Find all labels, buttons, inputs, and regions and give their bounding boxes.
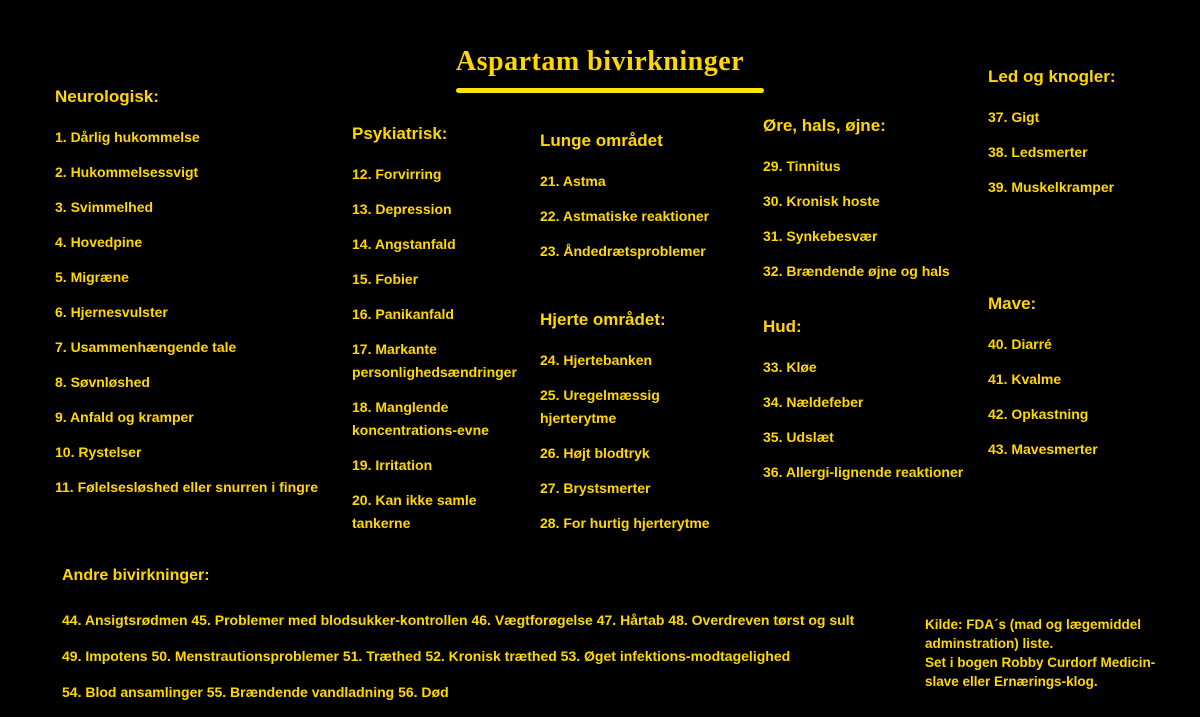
list-item: 34. Nældefeber [763,394,864,410]
page-title: Aspartam bivirkninger [455,46,745,77]
list-item: 31. Synkebesvær [763,228,878,244]
list-item: 21. Astma [540,173,606,189]
section-lunge [540,131,740,275]
list-item: 33. Kløe [763,359,817,375]
list-item: 3. Svimmelhed [55,199,154,215]
section-heading-psykiatrisk: Psykiatrisk: [352,124,448,143]
section-heading-ore-hals-ojne: Øre, hals, øjne: [763,116,886,135]
list-item: 1. Dårlig hukommelse [55,129,200,145]
list-item: 17. Markante personlighedsændringer [352,341,517,380]
section-hjerte [540,310,710,547]
list-item: 39. Muskelkramper [988,179,1115,195]
section-heading-neurologisk: Neurologisk: [55,87,159,106]
list-item: 5. Migræne [55,269,129,285]
list-item: 14. Angstanfald [352,236,456,252]
list-line: 54. Blod ansamlinger 55. Brændende vandladning 56. Død [62,684,449,700]
section-heading-lunge: Lunge området [540,131,663,150]
list-item: 16. Panikanfald [352,306,454,322]
list-item: 22. Astmatiske reaktioner [540,208,710,224]
source-line: Kilde: FDA´s (mad og lægemiddel [925,617,1142,632]
list-item: 27. Brystsmerter [540,480,651,496]
section-mave [988,294,1188,473]
list-item: 8. Søvnløshed [55,374,150,390]
list-item: 26. Højt blodtryk [540,445,650,461]
source-line: slave eller Ernærings-klog. [925,674,1098,689]
list-item: 36. Allergi-lignende reaktioner [763,464,964,480]
list-item: 11. Følelsesløshed eller snurren i fingre [55,479,318,495]
section-ore-hals-ojne [763,116,968,295]
list-item: 38. Ledsmerter [988,144,1088,160]
list-item: 35. Udslæt [763,429,834,445]
section-andre-bivirkninger [62,566,952,717]
section-heading-hjerte: Hjerte området: [540,310,666,329]
list-item: 9. Anfald og kramper [55,409,194,425]
list-item: 20. Kan ikke samle tankerne [352,492,477,531]
list-item: 40. Diarré [988,336,1052,352]
list-item: 10. Rystelser [55,444,142,460]
source-line: Set i bogen Robby Curdorf Medicin- [925,655,1156,670]
list-item: 15. Fobier [352,271,419,287]
list-item: 18. Manglende koncentrations-evne [352,399,489,438]
source-note [925,615,1193,691]
list-item: 32. Brændende øjne og hals [763,263,950,279]
section-heading-mave: Mave: [988,294,1037,313]
list-item: 37. Gigt [988,109,1040,125]
list-item: 2. Hukommelsessvigt [55,164,199,180]
list-item: 43. Mavesmerter [988,441,1098,457]
list-item: 6. Hjernesvulster [55,304,168,320]
source-line: adminstration) liste. [925,636,1054,651]
list-item: 12. Forvirring [352,166,442,182]
list-line: 44. Ansigtsrødmen 45. Problemer med blodsukker-kontrollen 46. Vægtforøgelse 47. Hårtab 48. Overdreven tørst og sult [62,612,855,628]
list-item: 25. Uregelmæssig hjerterytme [540,387,660,426]
list-item: 28. For hurtig hjerterytme [540,515,710,531]
list-item: 24. Hjertebanken [540,352,653,368]
title-underline [456,88,764,93]
section-heading-hud: Hud: [763,317,802,336]
list-item: 30. Kronisk hoste [763,193,880,209]
section-heading-led-og-knogler: Led og knogler: [988,67,1116,86]
section-led-og-knogler [988,67,1188,211]
section-hud [763,317,968,496]
list-item: 7. Usammenhængende tale [55,339,237,355]
list-item: 13. Depression [352,201,452,217]
list-item: 19. Irritation [352,457,433,473]
list-item: 29. Tinnitus [763,158,841,174]
list-item: 4. Hovedpine [55,234,143,250]
section-heading-andre-bivirkninger: Andre bivirkninger: [62,567,210,584]
section-psykiatrisk [352,124,538,547]
list-item: 41. Kvalme [988,371,1062,387]
list-line: 49. Impotens 50. Menstrautionsproblemer 51. Træthed 52. Kronisk træthed 53. Øget infektions-modtagelighed [62,648,791,664]
list-item: 42. Opkastning [988,406,1089,422]
list-item: 23. Åndedrætsproblemer [540,243,706,259]
section-neurologisk [55,87,355,511]
